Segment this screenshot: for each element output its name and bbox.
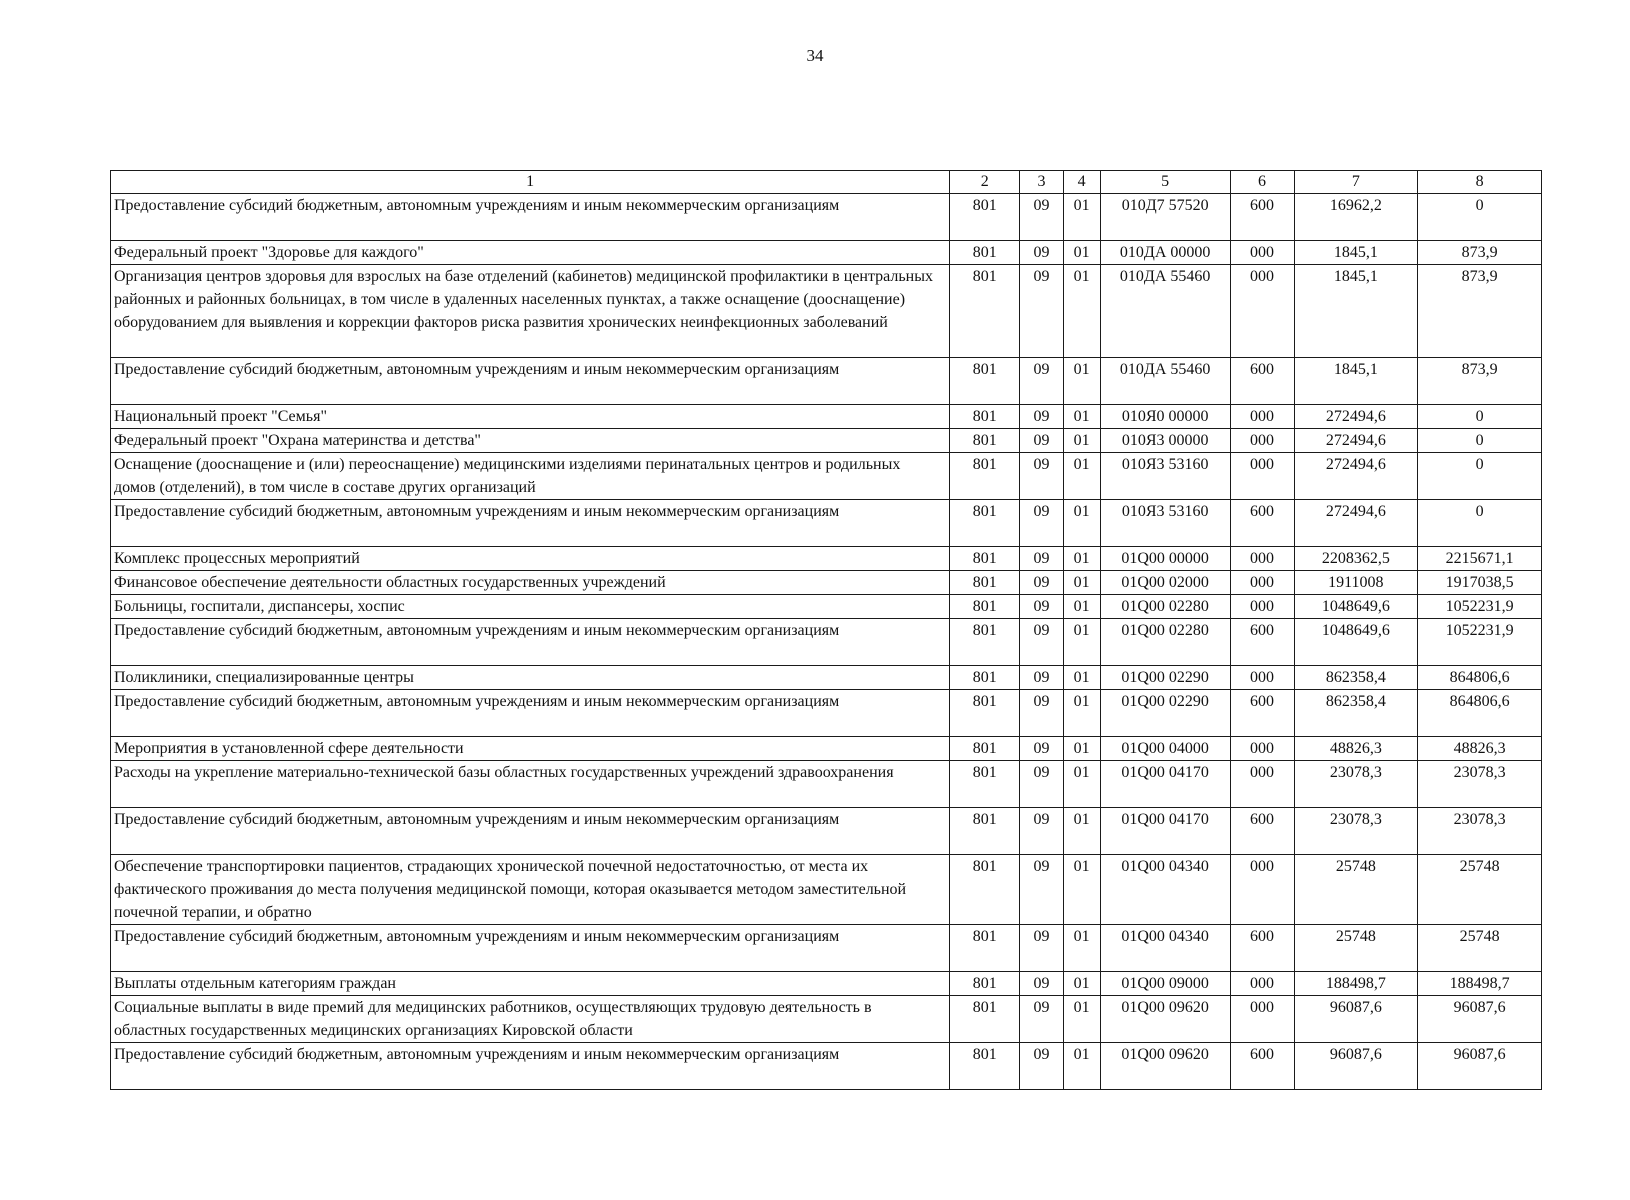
- amount-year-2: 0: [1418, 453, 1542, 500]
- subsection-code: 09: [1020, 619, 1063, 666]
- table-row: [111, 808, 1542, 855]
- amount-year-1: 25748: [1294, 855, 1418, 925]
- expense-type-code: 600: [1230, 1043, 1294, 1090]
- column-header: 1: [111, 171, 950, 194]
- subsection-code: 09: [1020, 547, 1063, 571]
- amount-year-2: 2215671,1: [1418, 547, 1542, 571]
- amount-year-1: 23078,3: [1294, 761, 1418, 808]
- table-row: [111, 996, 1542, 1043]
- target-article-code: 01Q00 04000: [1100, 737, 1230, 761]
- row-name: Поликлиники, специализированные центры: [111, 666, 950, 690]
- subsection-code: 09: [1020, 996, 1063, 1043]
- expense-type-code: 600: [1230, 690, 1294, 737]
- expense-type-code: 600: [1230, 619, 1294, 666]
- table-row: [111, 358, 1542, 405]
- amount-year-1: 862358,4: [1294, 690, 1418, 737]
- amount-year-1: 272494,6: [1294, 453, 1418, 500]
- amount-year-2: 0: [1418, 405, 1542, 429]
- amount-year-1: 1845,1: [1294, 265, 1418, 358]
- amount-year-2: 0: [1418, 194, 1542, 241]
- expense-type-code: 000: [1230, 547, 1294, 571]
- section-code: 801: [950, 241, 1020, 265]
- target-article-code: 010Я0 00000: [1100, 405, 1230, 429]
- subsection-detail-code: 01: [1063, 265, 1100, 358]
- target-article-code: 01Q00 04340: [1100, 855, 1230, 925]
- section-code: 801: [950, 690, 1020, 737]
- subsection-code: 09: [1020, 194, 1063, 241]
- amount-year-1: 96087,6: [1294, 1043, 1418, 1090]
- amount-year-2: 188498,7: [1418, 972, 1542, 996]
- subsection-detail-code: 01: [1063, 690, 1100, 737]
- row-name: Федеральный проект "Здоровье для каждого": [111, 241, 950, 265]
- subsection-code: 09: [1020, 595, 1063, 619]
- amount-year-2: 1052231,9: [1418, 619, 1542, 666]
- amount-year-2: 96087,6: [1418, 996, 1542, 1043]
- subsection-detail-code: 01: [1063, 761, 1100, 808]
- target-article-code: 01Q00 04170: [1100, 761, 1230, 808]
- table-row: [111, 241, 1542, 265]
- expense-type-code: 600: [1230, 500, 1294, 547]
- table-row: [111, 972, 1542, 996]
- subsection-detail-code: 01: [1063, 595, 1100, 619]
- amount-year-2: 25748: [1418, 925, 1542, 972]
- subsection-code: 09: [1020, 737, 1063, 761]
- expense-type-code: 000: [1230, 666, 1294, 690]
- section-code: 801: [950, 405, 1020, 429]
- section-code: 801: [950, 925, 1020, 972]
- amount-year-2: 23078,3: [1418, 761, 1542, 808]
- subsection-detail-code: 01: [1063, 571, 1100, 595]
- subsection-detail-code: 01: [1063, 1043, 1100, 1090]
- table-row: [111, 429, 1542, 453]
- target-article-code: 01Q00 04170: [1100, 808, 1230, 855]
- target-article-code: 01Q00 02290: [1100, 666, 1230, 690]
- amount-year-1: 1911008: [1294, 571, 1418, 595]
- row-name: Предоставление субсидий бюджетным, автономным учреждениям и иным некоммерческим организациям: [111, 194, 950, 241]
- target-article-code: 01Q00 00000: [1100, 547, 1230, 571]
- expense-type-code: 600: [1230, 925, 1294, 972]
- row-name: Выплаты отдельным категориям граждан: [111, 972, 950, 996]
- amount-year-1: 23078,3: [1294, 808, 1418, 855]
- amount-year-1: 1845,1: [1294, 358, 1418, 405]
- section-code: 801: [950, 808, 1020, 855]
- table-row: [111, 737, 1542, 761]
- subsection-code: 09: [1020, 808, 1063, 855]
- subsection-code: 09: [1020, 500, 1063, 547]
- subsection-detail-code: 01: [1063, 972, 1100, 996]
- subsection-detail-code: 01: [1063, 429, 1100, 453]
- expense-type-code: 600: [1230, 358, 1294, 405]
- target-article-code: 010Я3 53160: [1100, 500, 1230, 547]
- section-code: 801: [950, 194, 1020, 241]
- section-code: 801: [950, 358, 1020, 405]
- amount-year-2: 23078,3: [1418, 808, 1542, 855]
- section-code: 801: [950, 547, 1020, 571]
- subsection-detail-code: 01: [1063, 405, 1100, 429]
- column-header: 4: [1063, 171, 1100, 194]
- row-name: Предоставление субсидий бюджетным, автономным учреждениям и иным некоммерческим организациям: [111, 1043, 950, 1090]
- row-name: Предоставление субсидий бюджетным, автономным учреждениям и иным некоммерческим организациям: [111, 358, 950, 405]
- column-header: 7: [1294, 171, 1418, 194]
- subsection-code: 09: [1020, 358, 1063, 405]
- subsection-code: 09: [1020, 405, 1063, 429]
- column-header: 5: [1100, 171, 1230, 194]
- amount-year-1: 272494,6: [1294, 429, 1418, 453]
- subsection-code: 09: [1020, 690, 1063, 737]
- row-name: Комплекс процессных мероприятий: [111, 547, 950, 571]
- section-code: 801: [950, 265, 1020, 358]
- section-code: 801: [950, 761, 1020, 808]
- amount-year-1: 2208362,5: [1294, 547, 1418, 571]
- subsection-detail-code: 01: [1063, 358, 1100, 405]
- expense-type-code: 000: [1230, 265, 1294, 358]
- amount-year-1: 48826,3: [1294, 737, 1418, 761]
- expense-type-code: 000: [1230, 405, 1294, 429]
- subsection-code: 09: [1020, 571, 1063, 595]
- amount-year-1: 272494,6: [1294, 500, 1418, 547]
- target-article-code: 01Q00 09620: [1100, 996, 1230, 1043]
- subsection-detail-code: 01: [1063, 808, 1100, 855]
- target-article-code: 01Q00 02000: [1100, 571, 1230, 595]
- expense-type-code: 600: [1230, 194, 1294, 241]
- amount-year-1: 25748: [1294, 925, 1418, 972]
- section-code: 801: [950, 571, 1020, 595]
- amount-year-1: 188498,7: [1294, 972, 1418, 996]
- target-article-code: 01Q00 09000: [1100, 972, 1230, 996]
- subsection-code: 09: [1020, 1043, 1063, 1090]
- row-name: Больницы, госпитали, диспансеры, хоспис: [111, 595, 950, 619]
- target-article-code: 01Q00 02280: [1100, 619, 1230, 666]
- table-row: [111, 500, 1542, 547]
- target-article-code: 010ДА 00000: [1100, 241, 1230, 265]
- table-row: [111, 666, 1542, 690]
- row-name: Предоставление субсидий бюджетным, автономным учреждениям и иным некоммерческим организациям: [111, 925, 950, 972]
- expense-type-code: 000: [1230, 996, 1294, 1043]
- target-article-code: 010Д7 57520: [1100, 194, 1230, 241]
- subsection-detail-code: 01: [1063, 194, 1100, 241]
- row-name: Предоставление субсидий бюджетным, автономным учреждениям и иным некоммерческим организациям: [111, 808, 950, 855]
- column-header: 2: [950, 171, 1020, 194]
- table-row: [111, 1043, 1542, 1090]
- budget-table: [110, 170, 1542, 1090]
- amount-year-2: 864806,6: [1418, 690, 1542, 737]
- row-name: Расходы на укрепление материально-технической базы областных государственных учреждений здравоохранения: [111, 761, 950, 808]
- expense-type-code: 000: [1230, 972, 1294, 996]
- section-code: 801: [950, 996, 1020, 1043]
- expense-type-code: 000: [1230, 453, 1294, 500]
- amount-year-2: 0: [1418, 500, 1542, 547]
- subsection-detail-code: 01: [1063, 666, 1100, 690]
- row-name: Федеральный проект "Охрана материнства и детства": [111, 429, 950, 453]
- amount-year-2: 0: [1418, 429, 1542, 453]
- subsection-detail-code: 01: [1063, 925, 1100, 972]
- row-name: Предоставление субсидий бюджетным, автономным учреждениям и иным некоммерческим организациям: [111, 500, 950, 547]
- amount-year-1: 16962,2: [1294, 194, 1418, 241]
- expense-type-code: 000: [1230, 737, 1294, 761]
- subsection-detail-code: 01: [1063, 855, 1100, 925]
- subsection-code: 09: [1020, 241, 1063, 265]
- table-row: [111, 571, 1542, 595]
- subsection-detail-code: 01: [1063, 500, 1100, 547]
- row-name: Социальные выплаты в виде премий для медицинских работников, осуществляющих трудовую деятельность в областных государственных медицинских организациях Кировской области: [111, 996, 950, 1043]
- section-code: 801: [950, 855, 1020, 925]
- amount-year-1: 1048649,6: [1294, 595, 1418, 619]
- table-row: [111, 194, 1542, 241]
- table-row: [111, 265, 1542, 358]
- subsection-code: 09: [1020, 855, 1063, 925]
- row-name: Национальный проект "Семья": [111, 405, 950, 429]
- header-row: [111, 171, 1542, 194]
- table-row: [111, 405, 1542, 429]
- subsection-code: 09: [1020, 429, 1063, 453]
- target-article-code: 01Q00 04340: [1100, 925, 1230, 972]
- table-row: [111, 690, 1542, 737]
- expense-type-code: 000: [1230, 571, 1294, 595]
- subsection-code: 09: [1020, 265, 1063, 358]
- target-article-code: 010ДА 55460: [1100, 358, 1230, 405]
- subsection-detail-code: 01: [1063, 241, 1100, 265]
- section-code: 801: [950, 666, 1020, 690]
- table-row: [111, 925, 1542, 972]
- expense-type-code: 600: [1230, 808, 1294, 855]
- section-code: 801: [950, 429, 1020, 453]
- subsection-detail-code: 01: [1063, 619, 1100, 666]
- row-name: Предоставление субсидий бюджетным, автономным учреждениям и иным некоммерческим организациям: [111, 690, 950, 737]
- target-article-code: 010ДА 55460: [1100, 265, 1230, 358]
- amount-year-2: 25748: [1418, 855, 1542, 925]
- target-article-code: 010Я3 00000: [1100, 429, 1230, 453]
- expense-type-code: 000: [1230, 595, 1294, 619]
- section-code: 801: [950, 972, 1020, 996]
- subsection-detail-code: 01: [1063, 996, 1100, 1043]
- expense-type-code: 000: [1230, 429, 1294, 453]
- section-code: 801: [950, 619, 1020, 666]
- amount-year-2: 96087,6: [1418, 1043, 1542, 1090]
- row-name: Организация центров здоровья для взрослых на базе отделений (кабинетов) медицинской профилактики в центральных районных и районных больницах, в том числе в удаленных населенных пунктах, а также оснащение (дооснащение) оборудованием для выявления и коррекции факторов риска развития хронических неинфекционных заболеваний: [111, 265, 950, 358]
- target-article-code: 010Я3 53160: [1100, 453, 1230, 500]
- row-name: Мероприятия в установленной сфере деятельности: [111, 737, 950, 761]
- amount-year-2: 873,9: [1418, 265, 1542, 358]
- row-name: Финансовое обеспечение деятельности областных государственных учреждений: [111, 571, 950, 595]
- amount-year-2: 1917038,5: [1418, 571, 1542, 595]
- amount-year-2: 873,9: [1418, 358, 1542, 405]
- amount-year-2: 873,9: [1418, 241, 1542, 265]
- subsection-detail-code: 01: [1063, 547, 1100, 571]
- table-row: [111, 761, 1542, 808]
- amount-year-1: 1048649,6: [1294, 619, 1418, 666]
- table-row: [111, 855, 1542, 925]
- page-number: 34: [806, 46, 824, 65]
- target-article-code: 01Q00 02280: [1100, 595, 1230, 619]
- amount-year-2: 864806,6: [1418, 666, 1542, 690]
- expense-type-code: 000: [1230, 241, 1294, 265]
- table-row: [111, 619, 1542, 666]
- amount-year-1: 272494,6: [1294, 405, 1418, 429]
- table-row: [111, 547, 1542, 571]
- subsection-code: 09: [1020, 761, 1063, 808]
- column-header: 3: [1020, 171, 1063, 194]
- section-code: 801: [950, 1043, 1020, 1090]
- row-name: Обеспечение транспортировки пациентов, страдающих хронической почечной недостаточностью, от места их фактического проживания до места получения медицинской помощи, которая оказывается методом заместительной почечной терапии, и обратно: [111, 855, 950, 925]
- section-code: 801: [950, 737, 1020, 761]
- subsection-code: 09: [1020, 666, 1063, 690]
- subsection-code: 09: [1020, 925, 1063, 972]
- amount-year-1: 1845,1: [1294, 241, 1418, 265]
- amount-year-1: 96087,6: [1294, 996, 1418, 1043]
- subsection-detail-code: 01: [1063, 737, 1100, 761]
- amount-year-2: 48826,3: [1418, 737, 1542, 761]
- section-code: 801: [950, 500, 1020, 547]
- amount-year-1: 862358,4: [1294, 666, 1418, 690]
- amount-year-2: 1052231,9: [1418, 595, 1542, 619]
- subsection-code: 09: [1020, 453, 1063, 500]
- expense-type-code: 000: [1230, 761, 1294, 808]
- table-row: [111, 595, 1542, 619]
- target-article-code: 01Q00 02290: [1100, 690, 1230, 737]
- section-code: 801: [950, 595, 1020, 619]
- row-name: Предоставление субсидий бюджетным, автономным учреждениям и иным некоммерческим организациям: [111, 619, 950, 666]
- row-name: Оснащение (дооснащение и (или) переоснащение) медицинскими изделиями перинатальных центров и родильных домов (отделений), в том числе в составе других организаций: [111, 453, 950, 500]
- column-header: 6: [1230, 171, 1294, 194]
- subsection-code: 09: [1020, 972, 1063, 996]
- table-row: [111, 453, 1542, 500]
- section-code: 801: [950, 453, 1020, 500]
- target-article-code: 01Q00 09620: [1100, 1043, 1230, 1090]
- column-header: 8: [1418, 171, 1542, 194]
- subsection-detail-code: 01: [1063, 453, 1100, 500]
- expense-type-code: 000: [1230, 855, 1294, 925]
